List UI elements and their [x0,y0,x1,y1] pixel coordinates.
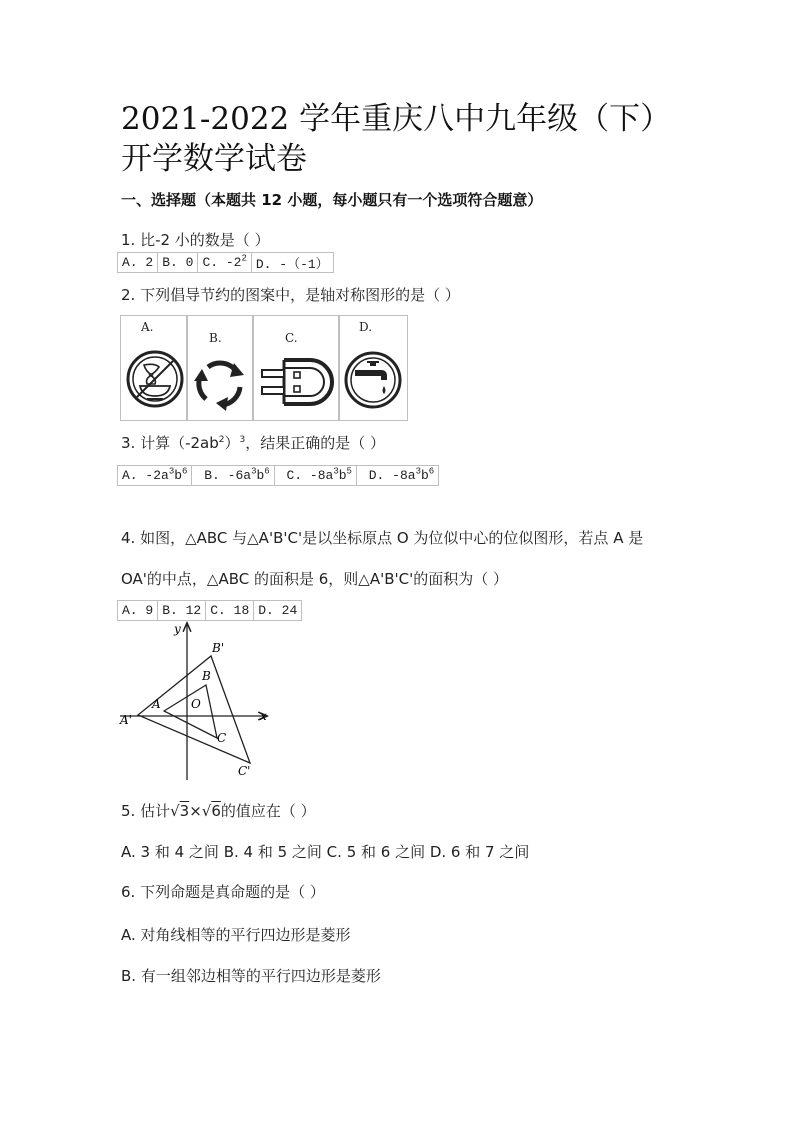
option-c-cell[interactable] [252,315,340,421]
times-sign: × [189,802,202,820]
option-d-letter: D. [359,320,373,334]
option-c-exp2: 5 [346,466,352,477]
question-1-stem: 1. 比-2 小的数是（ ） [121,231,270,249]
option-b[interactable]: B. 有一组邻边相等的平行四边形是菱形 [121,967,381,985]
option-d-cell[interactable] [338,315,408,421]
question-1-options [117,252,334,273]
option-b[interactable]: B. 0 [158,253,198,273]
option-d-var: b [420,468,429,483]
label-a: A [152,697,161,711]
option-b-exp1: 3 [251,466,257,477]
question-5-options[interactable]: A. 3 和 4 之间 B. 4 和 5 之间 C. 5 和 6 之间 D. 6 和 7 之间 [121,843,530,861]
question-5-stem-a: 5. 估计 [121,802,171,820]
option-a-exp1: 3 [168,466,175,477]
option-d[interactable]: D. 24 [254,601,302,621]
question-3-stem-a: 3. 计算（-2ab [121,434,219,452]
option-a-text: A. -2a [122,468,169,483]
recycle-icon [190,353,250,413]
option-a-exp2: 6 [182,466,188,477]
option-b[interactable]: B. 12 [158,601,206,621]
option-c-letter: C. [285,331,298,345]
label-b-prime: B' [212,641,225,655]
question-3-stem-b: ） [224,434,240,452]
sqrt-icon: √ [201,802,212,820]
question-5-stem [121,800,316,821]
option-d-text: D. -8a [368,468,416,483]
radicand-1: 3 [179,802,190,820]
plug-icon [258,354,334,410]
option-b-letter: B. [209,331,222,345]
label-c: C [217,731,227,745]
question-5-stem-b: 的值应在（ ） [220,802,316,820]
label-a-prime: A' [120,713,132,727]
label-b: B [202,669,211,683]
question-3-exp2: 3 [239,435,246,445]
question-4-stem-line2: OA'的中点，△ABC 的面积是 6，则△A'B'C'的面积为（ ） [121,570,509,588]
question-3-exp1: 2 [218,435,225,445]
option-b[interactable] [192,466,274,486]
question-2-stem: 2. 下列倡导节约的图案中，是轴对称图形的是（ ） [121,286,460,304]
page-title: 2021-2022 学年重庆八中九年级（下） [121,101,672,137]
option-c-text: C. -8a [286,468,334,483]
radicand-2: 6 [211,802,221,820]
label-y: y [174,622,181,636]
option-b-text: B. -6a [204,468,252,483]
option-a[interactable] [118,466,192,486]
option-d-exp2: 6 [428,466,435,477]
option-c[interactable] [274,466,356,486]
option-b-exp2: 6 [264,466,270,477]
option-c[interactable]: C. 18 [206,601,254,621]
sqrt-icon: √ [170,802,180,820]
homothety-figure [110,618,280,788]
option-d-exp1: 3 [415,466,421,477]
question-6-stem: 6. 下列命题是真命题的是（ ） [121,883,325,901]
faucet-icon [343,350,403,410]
question-4-stem-line1: 4. 如图，△ABC 与△A'B'C'是以坐标原点 O 为位似中心的位似图形，若点 A 是 [121,529,644,547]
option-d[interactable]: D. -（-1） [251,253,333,273]
bowl-icon [125,349,185,409]
label-x: x [260,709,267,723]
option-a-letter: A. [141,320,154,334]
label-c-prime: C' [238,764,251,778]
section-header: 一、选择题（本题共 12 小题，每小题只有一个选项符合题意） [121,191,543,209]
option-c-exponent: 2 [241,253,247,264]
option-c-var: b [338,468,347,483]
option-a-cell[interactable] [120,315,188,421]
option-b-var: b [256,468,265,483]
option-c-text: C. -2 [202,255,242,270]
question-3-stem-c: ，结果正确的是（ ） [245,434,386,452]
option-c[interactable] [198,253,251,273]
option-a[interactable]: A. 2 [118,253,158,273]
option-b-cell[interactable] [186,315,254,421]
option-a-var: b [174,468,183,483]
option-a[interactable]: A. 9 [118,601,158,621]
question-3-options [117,465,439,486]
question-3-stem [121,432,385,453]
label-o: O [191,697,201,711]
option-c-exp1: 3 [333,466,339,477]
option-d[interactable] [356,466,438,486]
page-subtitle: 开学数学试卷 [121,141,307,177]
option-a[interactable]: A. 对角线相等的平行四边形是菱形 [121,926,351,944]
